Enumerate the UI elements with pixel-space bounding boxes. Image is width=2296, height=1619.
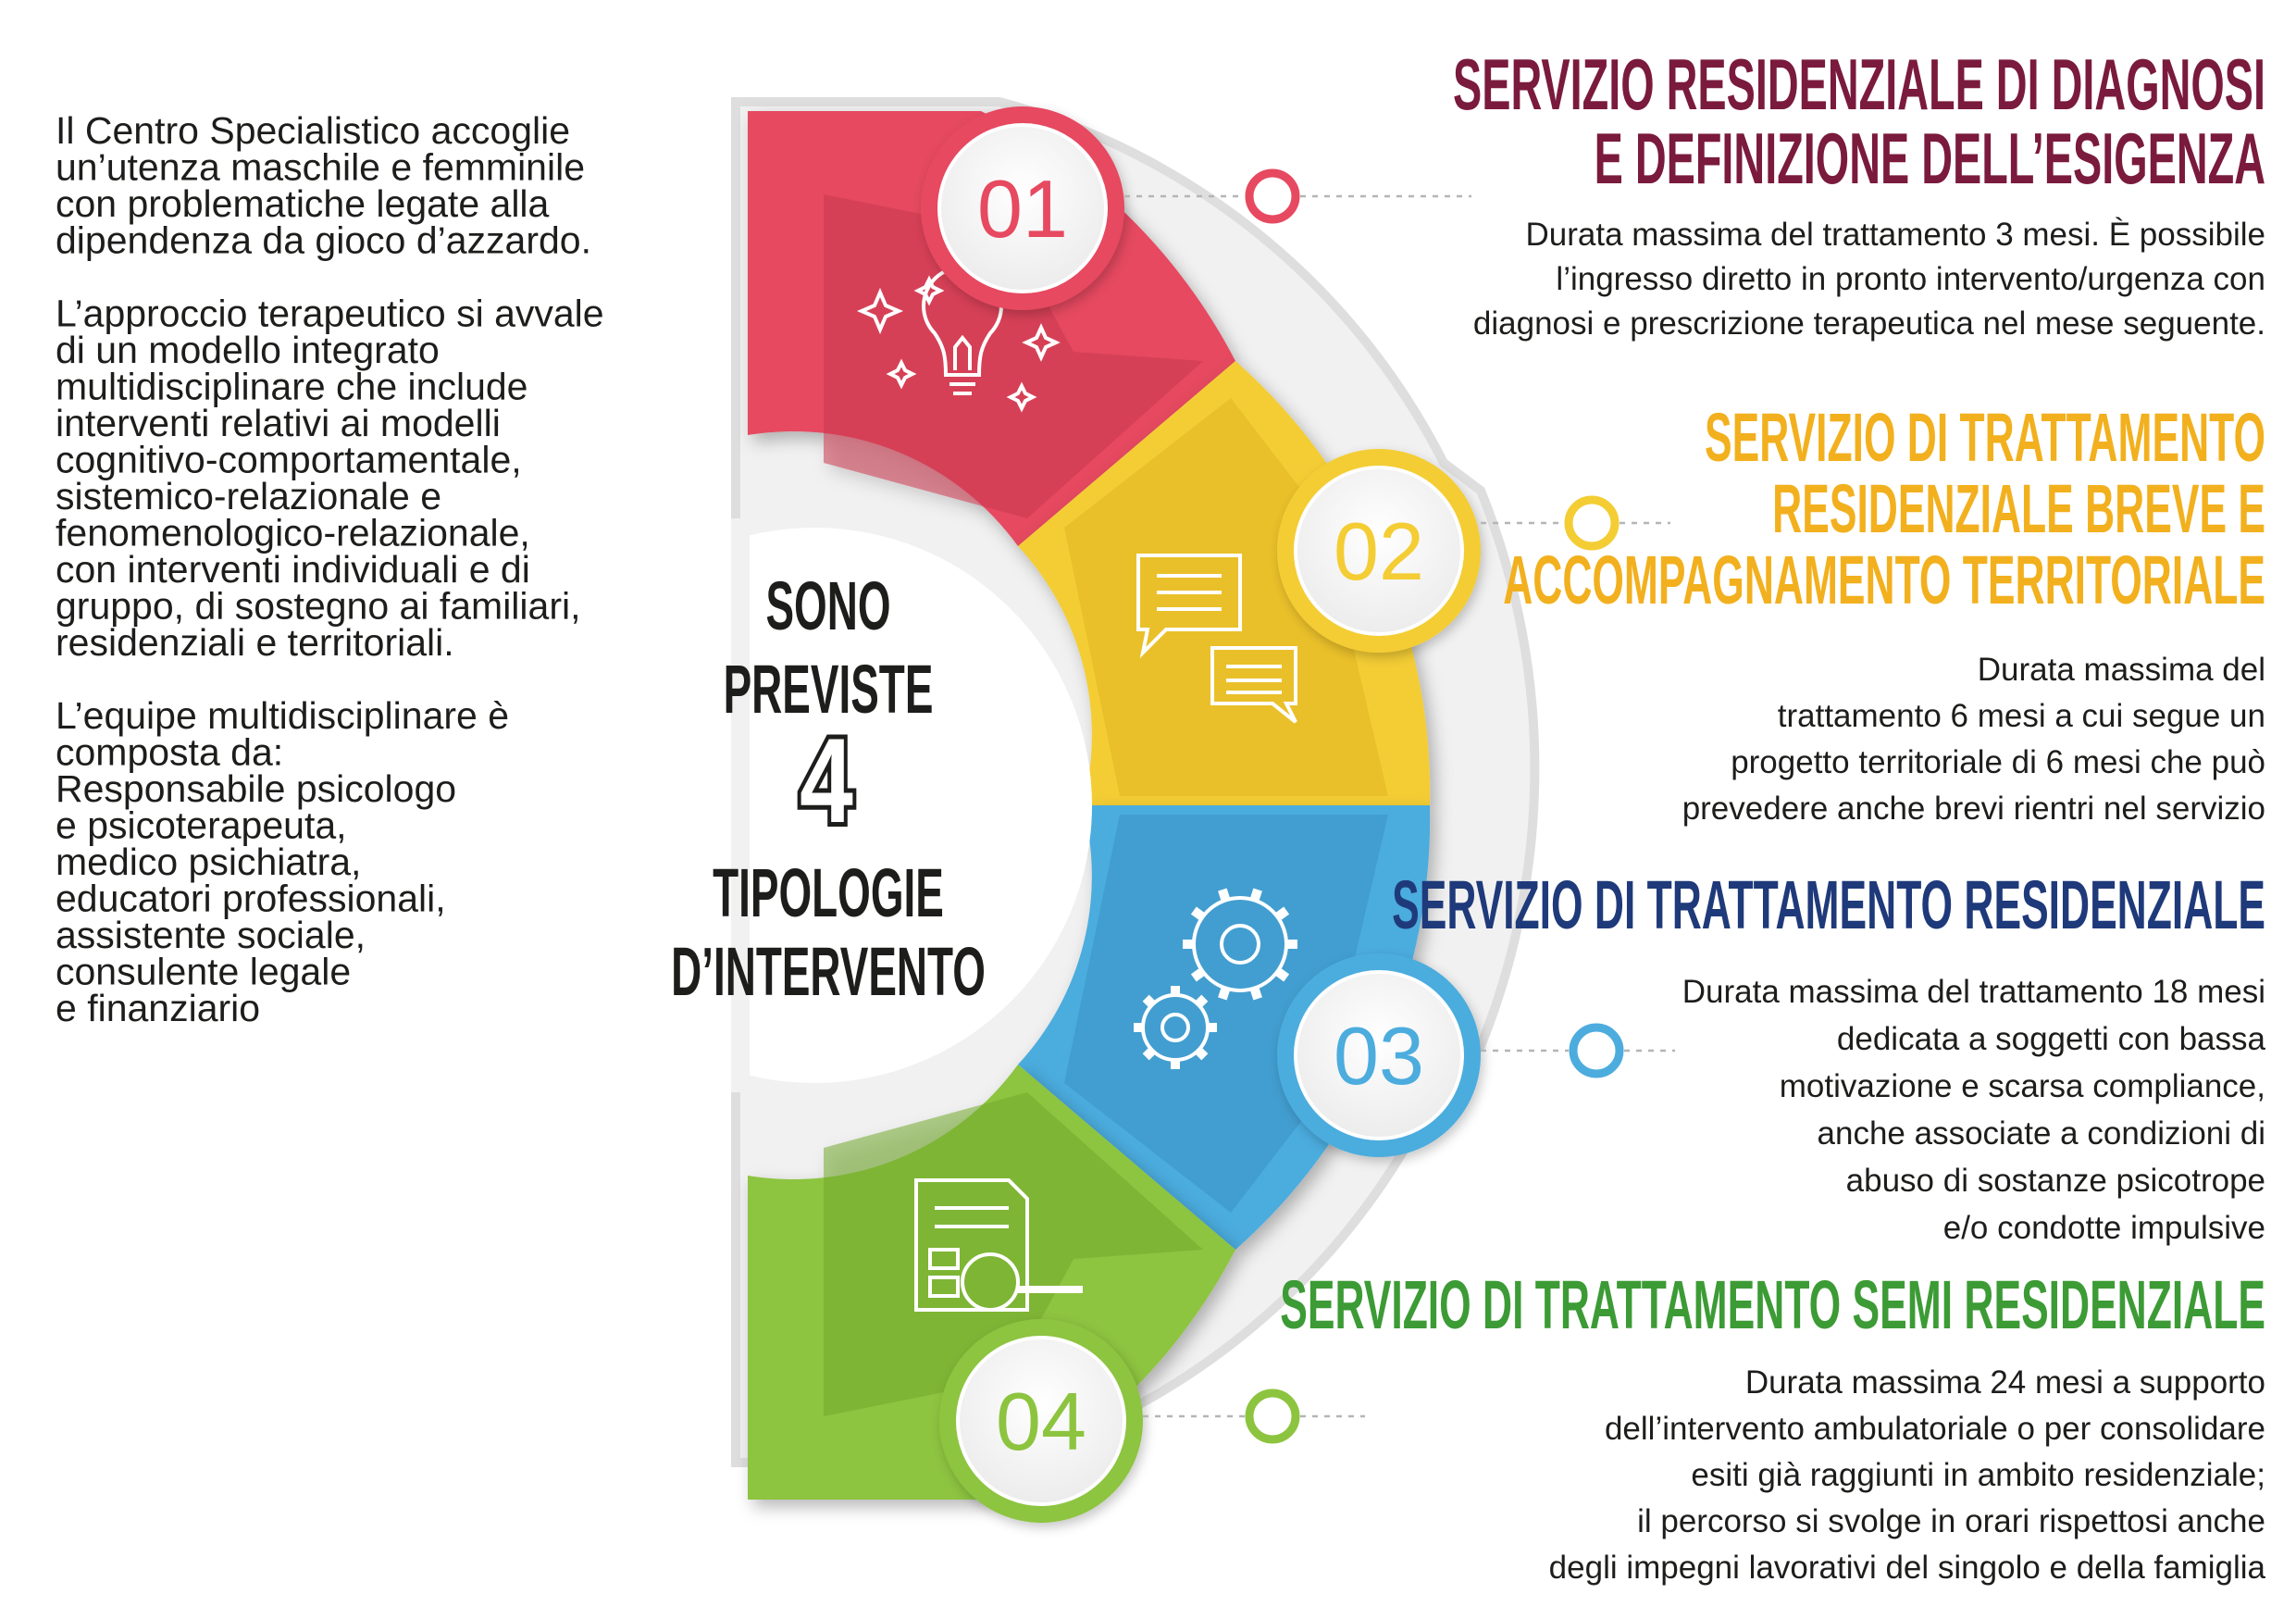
service-title-line: ACCOMPAGNAMENTO TERRITORIALE xyxy=(1503,542,2265,618)
intro-line: con problematiche legate alla xyxy=(56,182,550,225)
connector-dot xyxy=(1573,1027,1620,1074)
badge-02 xyxy=(1277,449,1481,653)
service-03 xyxy=(1392,866,2265,1246)
connector-03 xyxy=(1481,1027,1675,1074)
badge-number: 03 xyxy=(1334,1010,1424,1102)
connector-dot xyxy=(1569,500,1615,546)
connector-02 xyxy=(1481,500,1670,546)
center-line-4: D’INTERVENTO xyxy=(671,933,986,1011)
intro-line: multidisciplinare che include xyxy=(56,365,528,408)
intro-text xyxy=(56,109,604,1029)
intro-line: L’approccio terapeutico si avvale xyxy=(56,292,604,335)
service-04 xyxy=(1280,1266,2265,1586)
service-title-line: SERVIZIO DI TRATTAMENTO RESIDENZIALE xyxy=(1392,866,2265,943)
service-description-line: Durata massima 24 mesi a supporto xyxy=(1744,1364,2265,1401)
intro-line: composta da: xyxy=(56,730,284,774)
service-title-line: SERVIZIO RESIDENZIALE DI DIAGNOSI xyxy=(1453,44,2265,125)
badge-01 xyxy=(921,106,1124,310)
service-title-line: E DEFINIZIONE DELL’ESIGENZA xyxy=(1594,118,2265,199)
service-description-line: l’ingresso diretto in pronto intervento/urgenza con xyxy=(1556,261,2265,297)
service-description-line: degli impegni lavorativi del singolo e della famiglia xyxy=(1548,1550,2265,1586)
intro-line: assistente sociale, xyxy=(56,914,366,956)
service-title-line: RESIDENZIALE BREVE E xyxy=(1772,470,2265,547)
center-line-1: SONO xyxy=(765,567,891,645)
service-description-line: diagnosi e prescrizione terapeutica nel mese seguente. xyxy=(1472,305,2265,342)
service-01 xyxy=(1453,44,2265,342)
intro-line: fenomenologico-relazionale, xyxy=(56,511,530,554)
service-description-line: e/o condotte impulsive xyxy=(1942,1210,2265,1246)
connector-04 xyxy=(1143,1393,1365,1439)
intro-line: un’utenza maschile e femminile xyxy=(56,145,585,189)
connector-dot xyxy=(1249,173,1296,219)
service-description-line: Durata massima del trattamento 18 mesi xyxy=(1682,974,2265,1010)
intro-line: interventi relativi ai modelli xyxy=(56,402,501,444)
badge-number: 02 xyxy=(1334,505,1424,597)
intro-line: cognitivo-comportamentale, xyxy=(56,438,522,481)
intro-line: dipendenza da gioco d’azzardo. xyxy=(56,218,591,262)
center-line-2: PREVISTE xyxy=(723,651,934,729)
service-02 xyxy=(1503,399,2265,827)
connector-dot xyxy=(1249,1393,1296,1439)
service-description-line: anche associate a condizioni di xyxy=(1817,1115,2265,1152)
service-description-line: prevedere anche brevi rientri nel servizio xyxy=(1682,791,2265,827)
badge-number: 01 xyxy=(977,163,1068,255)
intro-line: con interventi individuali e di xyxy=(56,548,530,591)
service-description-line: il percorso si svolge in orari rispettosi anche xyxy=(1637,1503,2265,1539)
service-title-line: SERVIZIO DI TRATTAMENTO xyxy=(1705,399,2265,476)
intro-line: di un modello integrato xyxy=(56,329,440,371)
intro-line: consulente legale xyxy=(56,950,352,993)
intro-line: e finanziario xyxy=(56,987,261,1029)
service-description-line: abuso di sostanze psicotrope xyxy=(1845,1163,2265,1199)
intro-line: gruppo, di sostegno ai familiari, xyxy=(56,584,581,628)
intro-line: Il Centro Specialistico accoglie xyxy=(56,109,571,152)
intro-line: medico psichiatra, xyxy=(56,841,362,883)
service-description-line: progetto territoriale di 6 mesi che può xyxy=(1731,744,2265,780)
service-description-line: Durata massima del trattamento 3 mesi. È possibile xyxy=(1525,217,2265,253)
badge-03 xyxy=(1277,953,1481,1157)
center-line-3: TIPOLOGIE xyxy=(713,854,944,932)
badge-number: 04 xyxy=(996,1376,1086,1467)
service-description-line: motivazione e scarsa compliance, xyxy=(1779,1068,2265,1104)
intro-line: L’equipe multidisciplinare è xyxy=(56,694,510,737)
service-description-line: esiti già raggiunti in ambito residenziale; xyxy=(1691,1457,2265,1493)
center-number: 4 xyxy=(800,712,853,848)
intro-line: Responsabile psicologo xyxy=(56,767,457,810)
service-title-line: SERVIZIO DI TRATTAMENTO SEMI RESIDENZIALE xyxy=(1280,1266,2265,1343)
service-description-line: trattamento 6 mesi a cui segue un xyxy=(1777,698,2265,734)
service-description-line: Durata massima del xyxy=(1977,652,2265,688)
service-description-line: dell’intervento ambulatoriale o per consolidare xyxy=(1604,1411,2265,1447)
intro-line: educatori professionali, xyxy=(56,877,446,920)
intro-line: residenziali e territoriali. xyxy=(56,621,454,664)
intro-line: sistemico-relazionale e xyxy=(56,475,442,517)
badge-04 xyxy=(939,1319,1143,1523)
intro-line: e psicoterapeuta, xyxy=(56,803,347,847)
service-description-line: dedicata a soggetti con bassa xyxy=(1836,1021,2265,1057)
